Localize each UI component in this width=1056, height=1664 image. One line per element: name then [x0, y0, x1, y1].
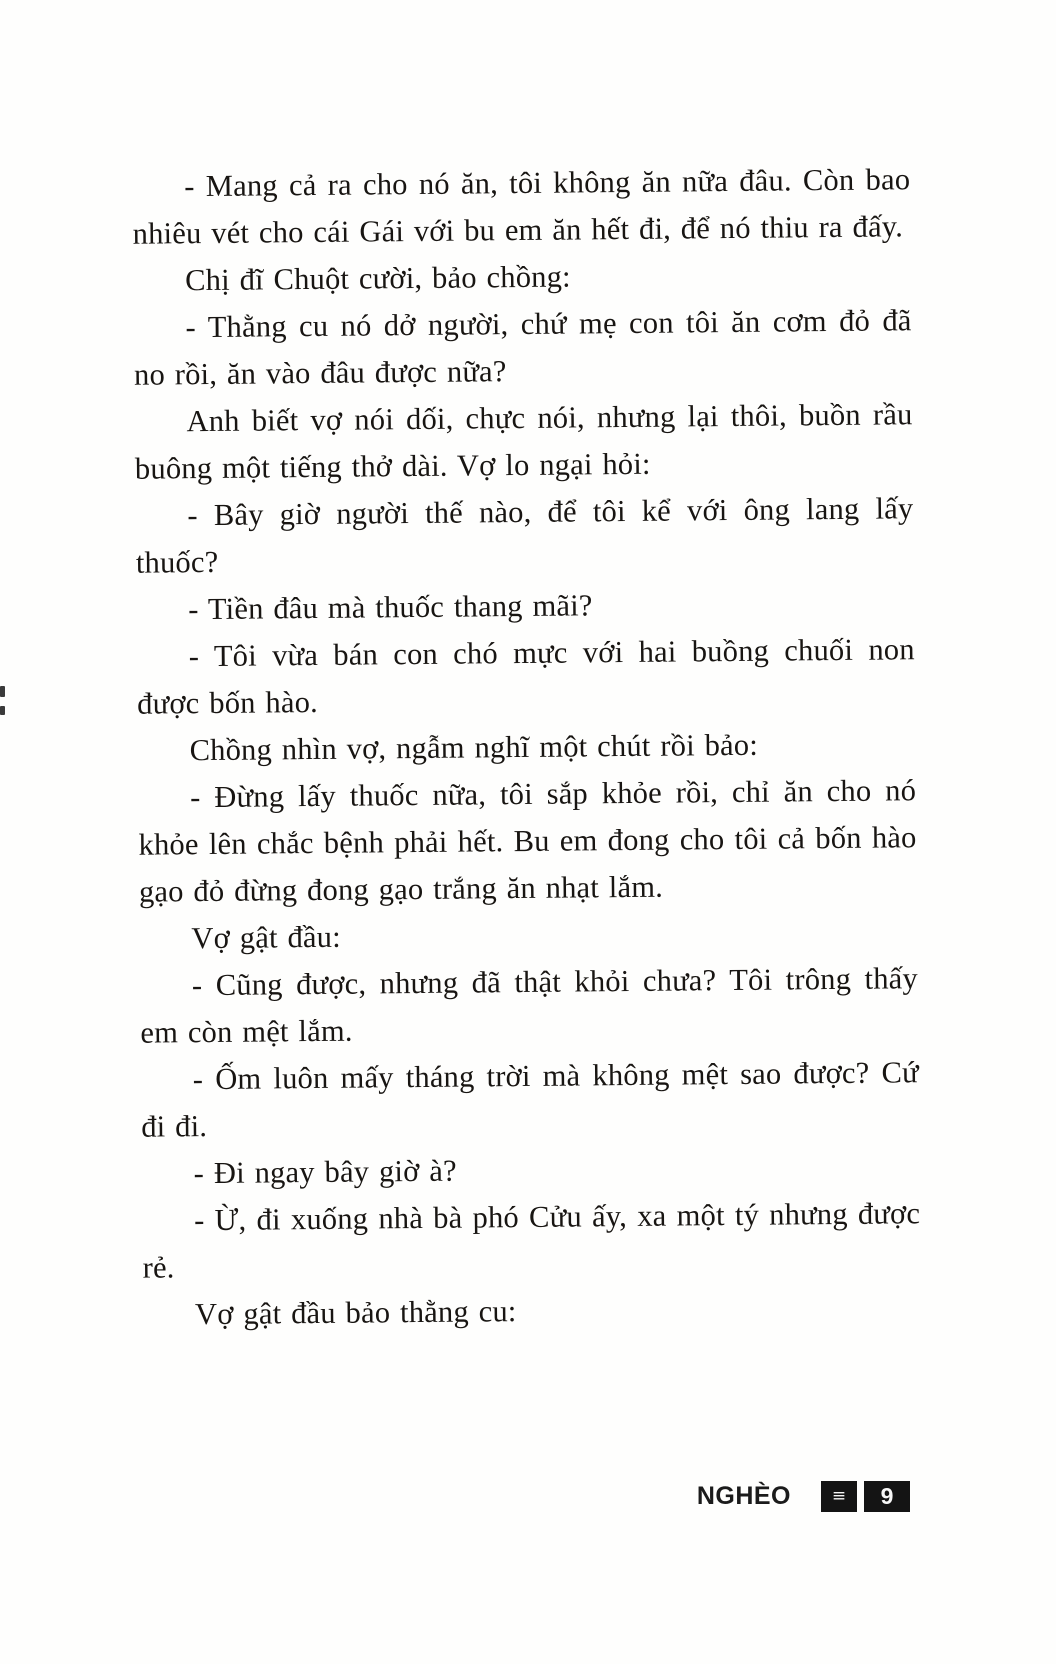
paragraph: - Ốm luôn mấy tháng trời mà không mệt sao được? Cứ đi đi. — [141, 1055, 919, 1144]
footer-story-title: NGHÈO — [696, 1481, 791, 1510]
paragraph: - Đi ngay bây giờ à? — [193, 1153, 457, 1191]
paragraph: - Bây giờ người thế nào, để tôi kể với ông lang lấy thuốc? — [135, 491, 914, 580]
paragraph: - Cũng được, nhưng đã thật khỏi chưa? Tôi trông thấy em còn mệt lắm. — [140, 961, 919, 1050]
paragraph: - Thằng cu nó dở người, chứ mẹ con tôi ăn cơm đỏ đã no rồi, ăn vào đâu được nữa? — [133, 303, 912, 392]
paragraph: Vợ gật đầu: — [191, 919, 342, 956]
publisher-logo-icon — [821, 1481, 857, 1512]
story-text-block — [132, 156, 921, 1338]
paragraph: Vợ gật đầu bảo thằng cu: — [194, 1294, 517, 1332]
paragraph: - Mang cả ra cho nó ăn, tôi không ăn nữa đâu. Còn bao nhiêu vét cho cái Gái với bu em ăn hết đi, để nó thiu ra đấy. — [132, 162, 911, 251]
paragraph: - Tôi vừa bán con chó mực với hai buồng chuối non được bốn hào. — [137, 632, 915, 721]
paragraph: Chồng nhìn vợ, ngẫm nghĩ một chút rồi bảo: — [189, 727, 759, 768]
publisher-logo-glyph: ≡ — [831, 1485, 847, 1506]
page-footer — [132, 1479, 910, 1513]
scan-artifact-mark — [0, 686, 5, 697]
paragraph: - Đừng lấy thuốc nữa, tôi sắp khỏe rồi, chỉ ăn cho nó khỏe lên chắc bệnh phải hết. Bu em đong cho tôi cả bốn hào gạo đỏ đừng đong gạo trắng ăn nhạt lắm. — [138, 773, 917, 909]
paragraph: - Ừ, đi xuống nhà bà phó Cửu ấy, xa một tý nhưng được rẻ. — [142, 1196, 921, 1285]
paragraph: Anh biết vợ nói dối, chực nói, nhưng lại thôi, buồn rầu buông một tiếng thở dài. Vợ lo ngại hỏi: — [134, 397, 913, 486]
paragraph: - Tiền đâu mà thuốc thang mãi? — [188, 588, 593, 627]
page-number: 9 — [864, 1481, 910, 1512]
scan-artifact-mark — [0, 706, 5, 715]
paragraph: Chị đĩ Chuột cười, bảo chồng: — [184, 259, 571, 298]
